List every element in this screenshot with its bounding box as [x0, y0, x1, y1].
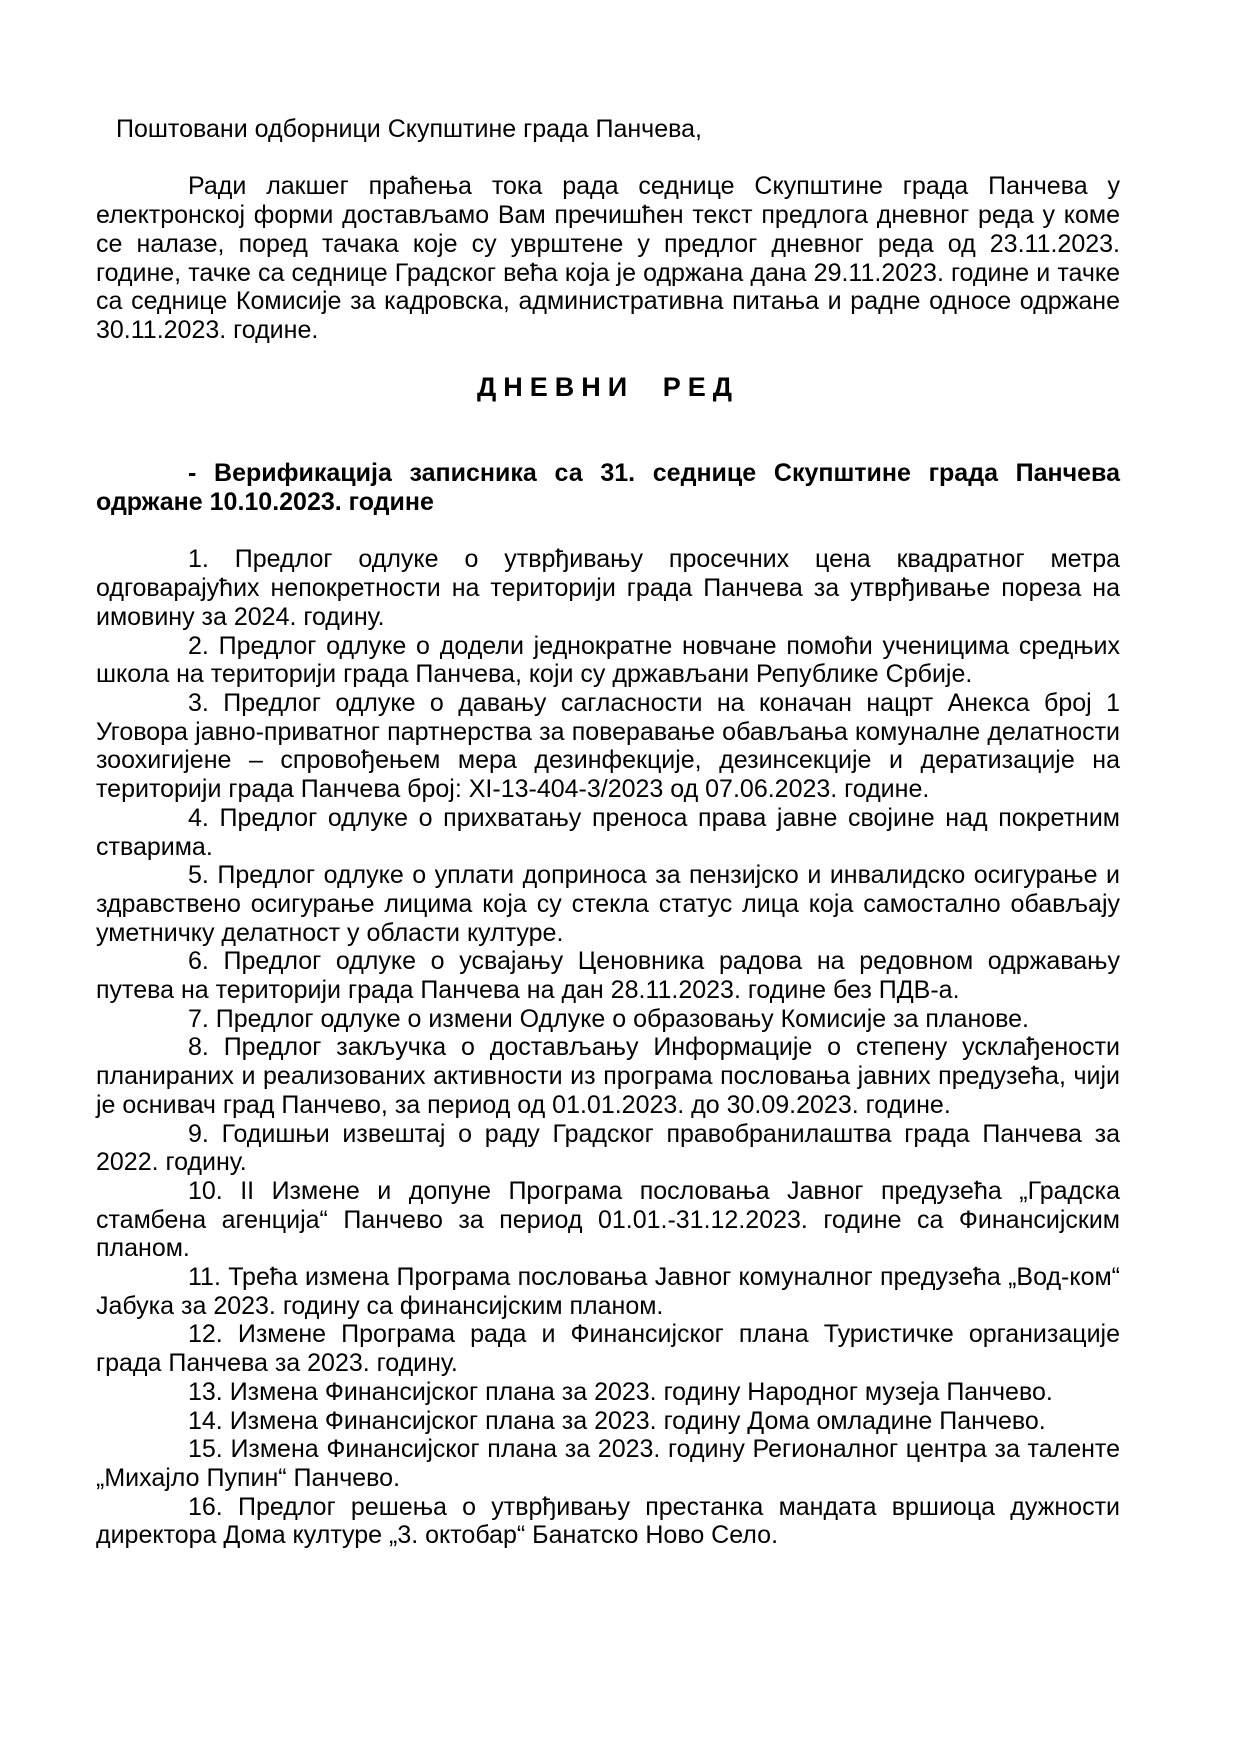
agenda-item-9: 9. Годишњи извештај о раду Градског правобранилаштва града Панчева за 2022. годину. [96, 1119, 1120, 1177]
salutation: Поштовани одборници Скупштине града Панчева, [116, 115, 702, 143]
agenda-item-8: 8. Предлог закључка о достављању Информације о степену усклађености планираних и реализованих активности из програма пословања јавних предузећа, чији је оснивач град Панчево, за период од 01.01.2023. до 30.09.2023. године. [96, 1033, 1120, 1119]
intro-paragraph: Ради лакшег праћења тока рада седнице Скупштине града Панчева у електронској форми достављамо Вам пречишћен текст предлога дневног реда у коме се налазе, поред тачака које су уврштене у предлог дневног реда од 23.11.2023. године, тачке са седнице Градског већа која је одржана дана 29.11.2023. године и тачке са седнице Комисије за кадровска, административна питања и радне односе одржане 30.11.2023. године. [96, 172, 1120, 344]
agenda-item-6: 6. Предлог одлуке о усвајању Ценовника радова на редовном одржавању путева на територији града Панчева на дан 28.11.2023. године без ПДВ-а. [96, 947, 1120, 1005]
agenda-item-15: 15. Измена Финансијског плана за 2023. годину Регионалног центра за таленте „Михајло Пупин“ Панчево. [96, 1435, 1120, 1492]
agenda-item-16: 16. Предлог решења о утврђивању престанка мандата вршиоца дужности директора Дома културе „3. октобар“ Банатско Ново Село. [96, 1492, 1120, 1550]
agenda-item-4: 4. Предлог одлуке о прихватању преноса права јавне својине над покретним стварима. [96, 803, 1120, 861]
agenda-item-3: 3. Предлог одлуке о давању сагласности на коначан нацрт Анекса број 1 Уговора јавно-приватног партнерства за поверавање обављања комуналне делатности зоохигијене – спровођењем мера дезинфекције, дезинсекције и дератизације на територији града Панчева број: XI-13-404-3/2023 од 07.06.2023. године. [96, 689, 1120, 804]
agenda-item-10: 10. II Измене и допуне Програма пословања Јавног предузећа „Градска стамбена агенција“ Панчево за период 01.01.-31.12.2023. године са Финансијским планом. [96, 1176, 1120, 1263]
agenda-item-13: 13. Измена Финансијског плана за 2023. годину Народног музеја Панчево. [188, 1377, 1053, 1406]
agenda-heading: ДНЕВНИ РЕД [477, 372, 739, 403]
agenda-item-7: 7. Предлог одлуке о измени Одлуке о образовању Комисије за планове. [188, 1004, 1030, 1033]
agenda-item-14: 14. Измена Финансијског плана за 2023. годину Дома омладине Панчево. [188, 1406, 1046, 1435]
verification-item: - Верификација записника са 31. седнице Скупштине града Панчева одржане 10.10.2023. године [96, 459, 1120, 517]
agenda-item-11: 11. Трећа измена Програма пословања Јавног комуналног предузећа „Вод-ком“ Јабука за 2023. годину са финансијским планом. [96, 1263, 1120, 1320]
agenda-item-5: 5. Предлог одлуке о уплати доприноса за пензијско и инвалидско осигурање и здравствено осигурање лицима која су стекла статус лица која самостално обављају уметничку делатност у области културе. [96, 861, 1120, 947]
agenda-item-12: 12. Измене Програма рада и Финансијског плана Туристичке организације града Панчева за 2023. годину. [96, 1320, 1120, 1378]
agenda-item-2: 2. Предлог одлуке о додели једнократне новчане помоћи ученицима средњих школа на територији града Панчева, који су држављани Републике Србије. [96, 631, 1120, 689]
agenda-item-1: 1. Предлог одлуке о утврђивању просечних цена квадратног метра одговарајућих непокретности на територији града Панчева за утврђивање пореза на имовину за 2024. годину. [96, 545, 1120, 631]
